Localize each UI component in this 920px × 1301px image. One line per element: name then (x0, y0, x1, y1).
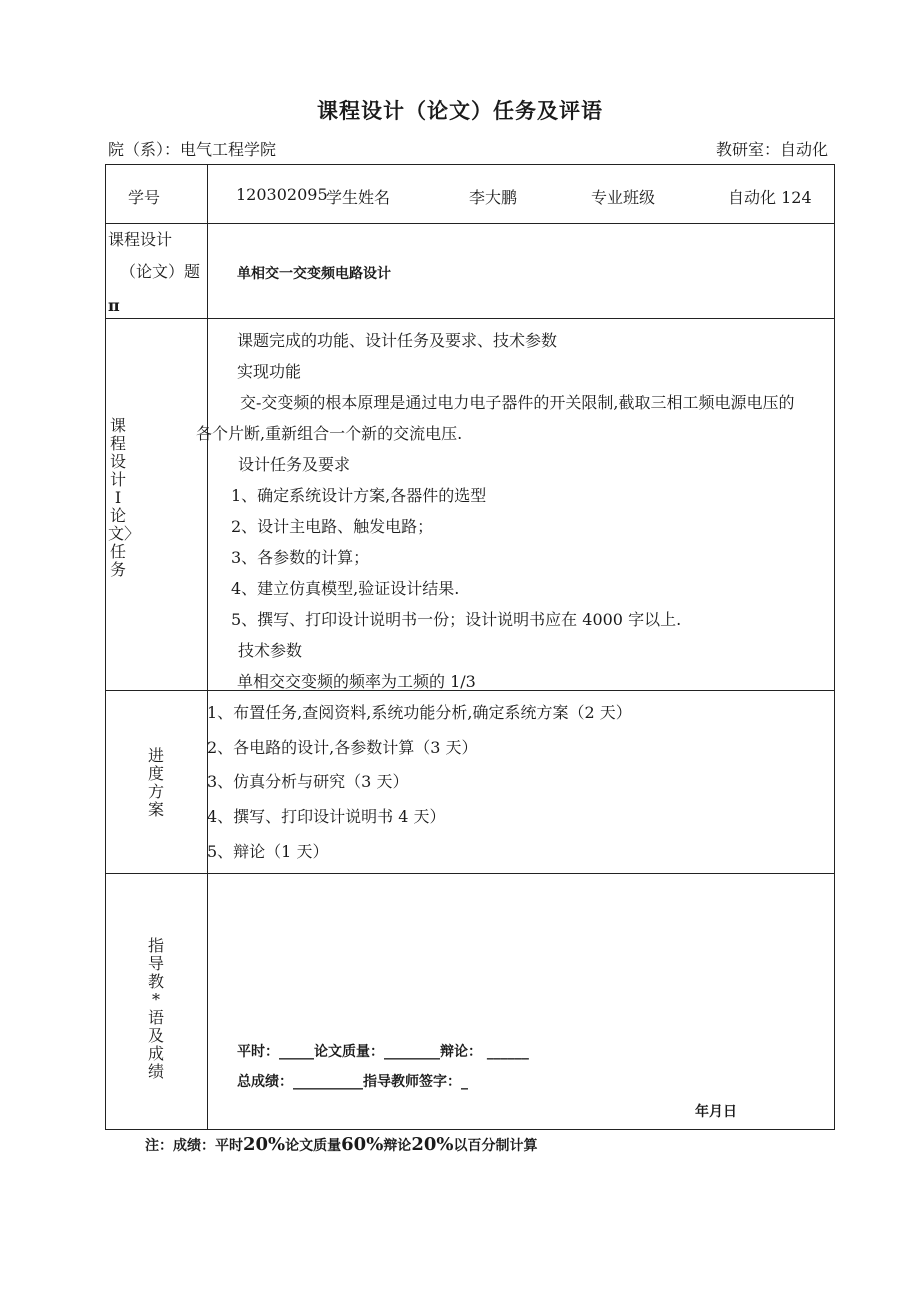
column-divider (207, 165, 208, 1129)
topic-label-line1: 课程设计 (108, 230, 173, 249)
task-line: 4、建立仿真模型,验证设计结果. (231, 579, 460, 598)
topic-label-line2: （论文）题 (120, 262, 201, 281)
footnote-text: 辩论 (383, 1138, 412, 1154)
task-line: 单相交交变频的频率为工频的 1/3 (237, 672, 476, 691)
row-divider (106, 318, 834, 319)
page-title: 课程设计（论文）任务及评语 (317, 99, 603, 123)
class-value: 自动化 124 (728, 188, 812, 207)
student-name-label: 学生姓名 (326, 188, 391, 207)
row-divider (106, 223, 834, 224)
date-line: 年月日 (695, 1104, 737, 1120)
scores-line: 平时：_____论文质量：________辩论： ______ (237, 1044, 529, 1060)
task-line: 5、撰写、打印设计说明书一份；设计说明书应在 4000 字以上. (231, 610, 682, 629)
footnote-percent: 60% (341, 1134, 384, 1155)
task-line: 3、各参数的计算； (231, 548, 370, 567)
section-label: 教研室： (715, 140, 780, 159)
section-line (716, 137, 828, 160)
department-value: 电气工程学院 (180, 140, 277, 159)
task-form-table (105, 164, 835, 1130)
department-line (108, 137, 276, 160)
schedule-label: 进度方案 (147, 746, 164, 819)
task-label: 课程设计I论文〉任务 (108, 416, 141, 579)
footnote-prefix: 注：成绩：平时 (145, 1138, 243, 1154)
schedule-item: 1、布置任务,查阅资料,系统功能分析,确定系统方案（2 天） (207, 703, 632, 722)
task-line: 实现功能 (237, 362, 302, 381)
schedule-item: 2、各电路的设计,各参数计算（3 天） (207, 738, 478, 757)
footnote-percent: 20% (411, 1134, 454, 1155)
task-line: 技术参数 (238, 641, 303, 660)
task-line: 课题完成的功能、设计任务及要求、技术参数 (237, 331, 558, 350)
task-line: 各个片断,重新组合一个新的交流电压. (196, 424, 463, 443)
row-divider (106, 873, 834, 874)
footnote-suffix: 以百分制计算 (453, 1138, 538, 1154)
student-id-label: 学号 (128, 188, 161, 207)
footnote-percent: 20% (243, 1134, 286, 1155)
total-score-signature-line: 总成绩：__________指导教师签字：_ (237, 1074, 468, 1090)
grading-footnote (145, 1134, 537, 1155)
schedule-item: 5、辩论（1 天） (207, 842, 329, 861)
student-id-value: 120302095 (236, 185, 328, 204)
schedule-item: 3、仿真分析与研究（3 天） (207, 772, 409, 791)
student-name-value: 李大鹏 (469, 188, 518, 207)
topic-value: 单相交一交变频电路设计 (237, 266, 391, 282)
footnote-text: 论文质量 (285, 1138, 342, 1154)
topic-label-line3: π (108, 296, 120, 315)
task-line: 1、确定系统设计方案,各器件的选型 (231, 486, 487, 505)
task-line: 设计任务及要求 (238, 455, 351, 474)
task-line: 2、设计主电路、触发电路； (231, 517, 434, 536)
department-label: 院（系）： (108, 140, 181, 159)
section-value: 自动化 (779, 140, 828, 159)
evaluation-label: 指导教*语及成绩 (147, 936, 164, 1081)
schedule-item: 4、撰写、打印设计说明书 4 天） (207, 807, 446, 826)
class-label: 专业班级 (591, 188, 656, 207)
task-line: 交-交变频的根本原理是通过电力电子器件的开关限制,截取三相工频电源电压的 (240, 393, 795, 412)
